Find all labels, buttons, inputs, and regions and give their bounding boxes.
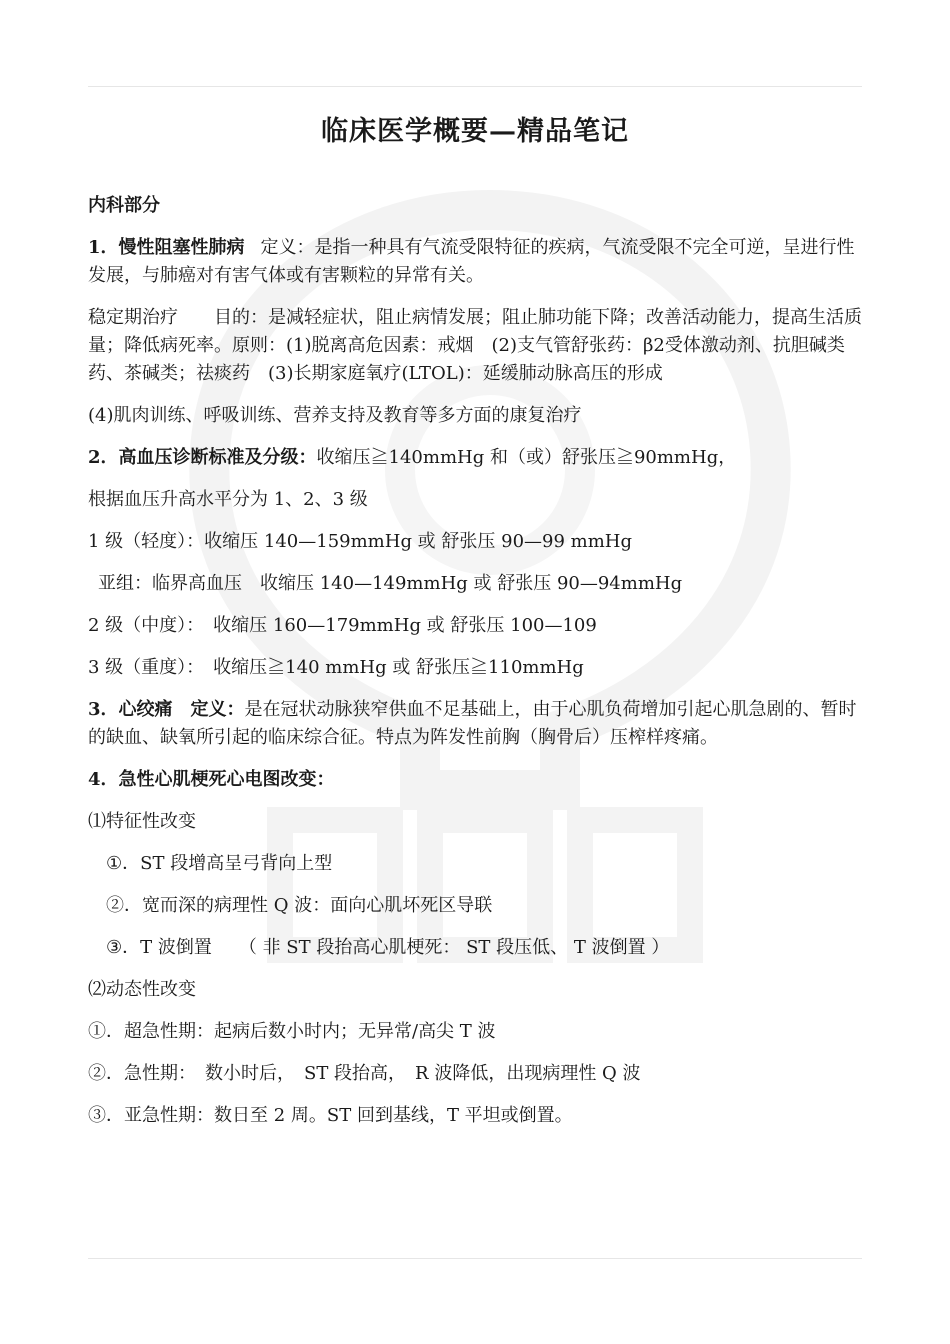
copd-definition-text: 定义：是指一种具有气流受限特征的疾病，气流受限不完全可逆，呈进行性发展，与肺癌对有害气体或有害颗粒的异常有关。 xyxy=(88,237,855,286)
mi-characteristic-heading: ⑴特征性改变 xyxy=(88,811,196,832)
hypertension-grade-intro: 根据血压升高水平分为 1、2、3 级 xyxy=(88,489,368,510)
copd-treatment: 稳定期治疗 目的：是减轻症状，阻止病情发展；阻止肺功能下降；改善活动能力，提高生活质量；降低病死率。原则：(1)脱离高危因素：戒烟 (2)支气管舒张药：β2受体激动剂、抗胆碱类药、茶碱类；祛痰药 (3)长期家庭氧疗(LTOL)：延缓肺动脉高压的形成 xyxy=(88,307,862,384)
angina-definition xyxy=(88,696,862,752)
mi-dynamic-1: ①．超急性期：起病后数小时内；无异常/高尖 T 波 xyxy=(88,1021,496,1042)
mi-characteristic-3: ③．T 波倒置 （ 非 ST 段抬高心肌梗死： ST 段压低、 T 波倒置 ） xyxy=(106,937,670,958)
document-body xyxy=(88,112,862,1144)
hypertension-criteria xyxy=(88,444,862,472)
mi-ecg-heading: 4．急性心肌梗死心电图改变： xyxy=(88,769,335,790)
copd-heading: 1．慢性阻塞性肺病 xyxy=(88,237,245,258)
copd-definition xyxy=(88,234,862,290)
hypertension-grade-3: 3 级（重度）： 收缩压≧140 mmHg 或 舒张压≧110mmHg xyxy=(88,657,584,678)
hypertension-grade-1: 1 级（轻度）：收缩压 140—159mmHg 或 舒张压 90—99 mmHg xyxy=(88,531,633,552)
angina-definition-text: 是在冠状动脉狭窄供血不足基础上，由于心肌负荷增加引起心肌急剧的、暂时的缺血、缺氧所引起的临床综合征。特点为阵发性前胸（胸骨后）压榨样疼痛。 xyxy=(88,699,857,748)
hypertension-subgroup: 亚组：临界高血压 收缩压 140—149mmHg 或 舒张压 90—94mmHg xyxy=(98,573,683,594)
mi-dynamic-heading: ⑵动态性改变 xyxy=(88,979,196,1000)
section-heading: 内科部分 xyxy=(88,195,160,216)
mi-dynamic-2: ②．急性期： 数小时后， ST 段抬高， R 波降低，出现病理性 Q 波 xyxy=(88,1063,641,1084)
hypertension-grade-2: 2 级（中度）： 收缩压 160—179mmHg 或 舒张压 100—109 xyxy=(88,615,597,636)
header-divider xyxy=(88,86,862,87)
hypertension-definition: 收缩压≧140mmHg 和（或）舒张压≧90mmHg， xyxy=(316,447,737,468)
page-title: 临床医学概要—精品笔记 xyxy=(321,116,629,147)
copd-treatment-4: (4)肌肉训练、呼吸训练、营养支持及教育等多方面的康复治疗 xyxy=(88,405,582,426)
mi-characteristic-1: ①．ST 段增高呈弓背向上型 xyxy=(106,853,333,874)
angina-heading: 3．心绞痛 定义： xyxy=(88,699,245,720)
mi-characteristic-2: ②．宽而深的病理性 Q 波：面向心肌坏死区导联 xyxy=(106,895,493,916)
footer-divider xyxy=(88,1258,862,1259)
mi-dynamic-3: ③．亚急性期：数日至 2 周。ST 回到基线，T 平坦或倒置。 xyxy=(88,1105,573,1126)
hypertension-heading: 2．高血压诊断标准及分级： xyxy=(88,447,317,468)
